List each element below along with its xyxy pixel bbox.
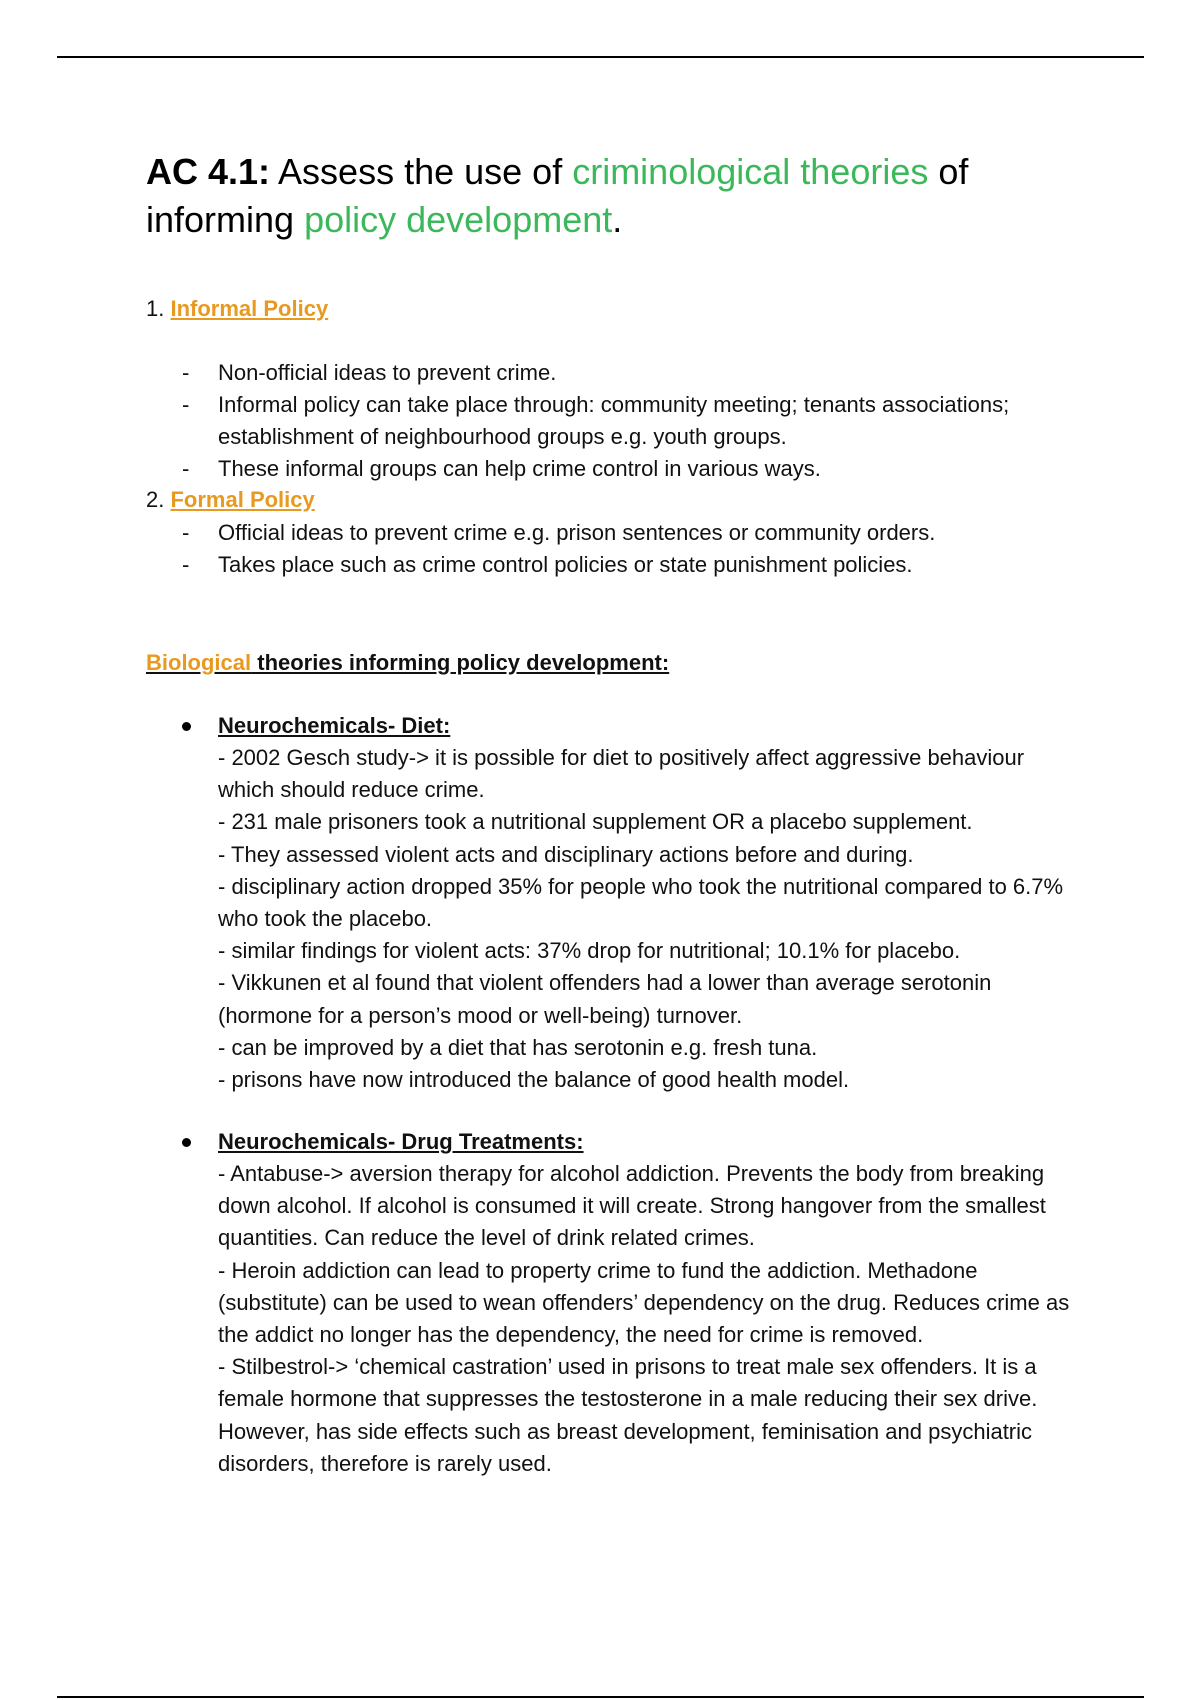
diet-section: [146, 710, 1076, 1096]
drug-treatments-line: - Stilbestrol-> ‘chemical castration’ used in prisons to treat male sex offenders. It is a female hormone that suppresses the testosterone in a male reducing their sex drive. However, has side effects such as breast development, feminisation and psychiatric disorders, therefore is rarely used.: [218, 1354, 1038, 1476]
diet-line: - 2002 Gesch study-> it is possible for diet to positively affect aggressive behaviour which should reduce crime.: [218, 745, 1025, 803]
dash-marker: -: [182, 520, 190, 545]
dash-marker: -: [182, 456, 190, 481]
bullet-dot: [182, 722, 191, 731]
list-item-text: Takes place such as crime control policies or state punishment policies.: [218, 552, 913, 577]
page-title: [146, 148, 1046, 244]
formal-policy-number: 2.: [146, 487, 165, 512]
diet-line: - Vikkunen et al found that violent offenders had a lower than average serotonin (hormone for a person’s mood or well-being) turnover.: [218, 970, 992, 1028]
dash-marker: -: [182, 392, 190, 417]
bottom-rule: [57, 1696, 1144, 1698]
diet-line: - similar findings for violent acts: 37% drop for nutritional; 10.1% for placebo.: [218, 938, 961, 964]
formal-policy-list: [146, 517, 1046, 581]
diet-line: - 231 male prisoners took a nutritional supplement OR a placebo supplement.: [218, 809, 973, 835]
list-item: [146, 549, 1046, 581]
list-item: [146, 357, 1046, 389]
drug-treatments-heading: Neurochemicals- Drug Treatments:: [218, 1129, 584, 1154]
bullet-dot: [182, 1138, 191, 1147]
informal-policy-label: Informal Policy: [170, 296, 329, 321]
list-item: [146, 517, 1046, 549]
title-text-2: of informing: [146, 151, 969, 240]
title-text-3: .: [612, 199, 623, 240]
list-item-text: These informal groups can help crime control in various ways.: [218, 456, 821, 481]
list-item-text: Non-official ideas to prevent crime.: [218, 360, 557, 385]
formal-policy-label: Formal Policy: [170, 487, 315, 512]
list-item: [146, 389, 1046, 453]
diet-line: - can be improved by a diet that has serotonin e.g. fresh tuna.: [218, 1034, 818, 1060]
informal-policy-heading: [146, 294, 328, 324]
title-highlight-policy-development: policy development: [304, 199, 613, 240]
list-item-text: Informal policy can take place through: community meeting; tenants associations; establishment of neighbourhood groups e.g. youth groups.: [218, 392, 1010, 449]
title-prefix: AC 4.1:: [146, 151, 271, 192]
formal-policy-heading: [146, 485, 315, 515]
diet-line: - disciplinary action dropped 35% for people who took the nutritional compared to 6.7% who took the placebo.: [218, 873, 1064, 932]
diet-line: - prisons have now introduced the balance of good health model.: [218, 1067, 850, 1093]
list-item: [146, 453, 1046, 485]
list-item-text: Official ideas to prevent crime e.g. prison sentences or community orders.: [218, 520, 936, 545]
drug-treatments-section: [146, 1126, 1076, 1480]
drug-treatments-line: - Heroin addiction can lead to property crime to fund the addiction. Methadone (substitute) can be used to wean offenders’ dependency on the drug. Reduces crime as the addict no longer has the dependency, the need for crime is removed.: [218, 1257, 1070, 1348]
biological-heading-text: theories informing policy development:: [251, 650, 670, 675]
biological-theories-heading: [146, 648, 669, 678]
dash-marker: -: [182, 552, 190, 577]
diet-heading: Neurochemicals- Diet:: [218, 713, 451, 738]
title-text-1: Assess the use of: [270, 151, 573, 192]
title-highlight-criminological-theories: criminological theories: [572, 151, 929, 192]
drug-treatments-line: - Antabuse-> aversion therapy for alcohol addiction. Prevents the body from breaking down alcohol. If alcohol is consumed it will create. Strong hangover from the smallest quantities. Can reduce the level of drink related crimes.: [218, 1161, 1046, 1251]
informal-policy-number: 1.: [146, 296, 165, 321]
biological-highlight: Biological: [146, 650, 252, 675]
informal-policy-list: [146, 357, 1046, 485]
dash-marker: -: [182, 360, 190, 385]
diet-line: - They assessed violent acts and disciplinary actions before and during.: [218, 841, 914, 867]
top-rule: [57, 56, 1144, 58]
